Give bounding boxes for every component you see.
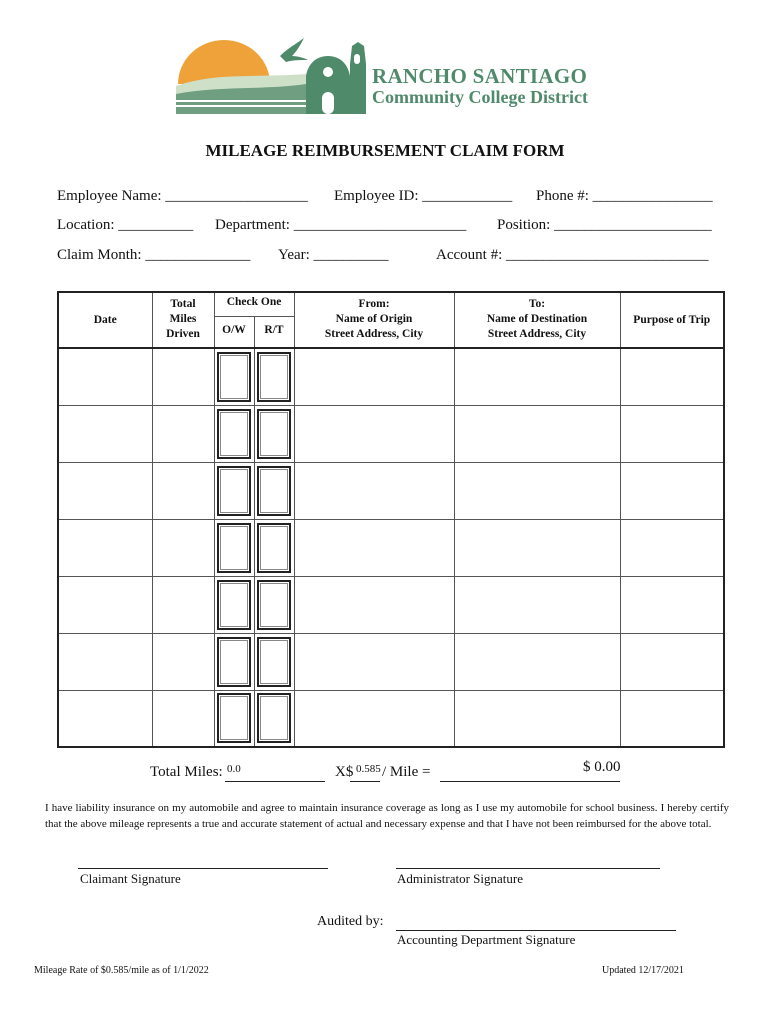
ow-checkbox[interactable] <box>217 580 251 630</box>
date-cell[interactable] <box>58 576 152 633</box>
purpose-cell[interactable] <box>620 405 724 462</box>
total-amount-value: $ 0.00 <box>583 759 621 775</box>
header-total-miles <box>152 292 214 348</box>
ow-checkbox[interactable] <box>217 409 251 459</box>
logo-graphic-icon <box>176 34 376 118</box>
to-cell[interactable] <box>454 633 620 690</box>
to-cell[interactable] <box>454 462 620 519</box>
position-field[interactable]: Position: _____________________ <box>497 217 712 233</box>
rt-checkbox[interactable] <box>257 466 291 516</box>
header-rt: R/T <box>254 316 294 348</box>
from-cell[interactable] <box>294 633 454 690</box>
audited-by-label: Audited by: <box>317 914 384 929</box>
logo-district-subtitle: Community College District <box>372 87 588 107</box>
miles-cell[interactable] <box>152 519 214 576</box>
rt-checkbox[interactable] <box>257 352 291 402</box>
date-cell[interactable] <box>58 405 152 462</box>
accounting-signature-line[interactable] <box>396 930 676 931</box>
header-from-line2: Name of Origin <box>335 313 413 325</box>
table-row <box>58 690 724 747</box>
phone-field[interactable]: Phone #: ________________ <box>536 188 713 204</box>
mileage-table <box>57 291 725 748</box>
total-miles-input[interactable] <box>225 764 325 782</box>
table-row <box>58 348 724 405</box>
table-row <box>58 519 724 576</box>
accounting-signature-label: Accounting Department Signature <box>397 932 576 947</box>
miles-cell[interactable] <box>152 348 214 405</box>
year-field[interactable]: Year: __________ <box>278 247 389 263</box>
account-field[interactable]: Account #: ___________________________ <box>436 247 709 263</box>
total-miles-value: 0.0 <box>227 763 241 775</box>
from-cell[interactable] <box>294 690 454 747</box>
rt-checkbox[interactable] <box>257 409 291 459</box>
rt-checkbox[interactable] <box>257 637 291 687</box>
purpose-cell[interactable] <box>620 462 724 519</box>
rate-value: 0.585 <box>356 763 381 775</box>
ow-checkbox[interactable] <box>217 693 251 743</box>
header-date-label: Date <box>93 314 117 326</box>
header-miles-line3: Driven <box>166 328 200 340</box>
purpose-cell[interactable] <box>620 690 724 747</box>
header-purpose-label: Purpose of Trip <box>633 314 711 326</box>
total-miles-label: Total Miles: <box>150 764 223 780</box>
to-cell[interactable] <box>454 519 620 576</box>
date-cell[interactable] <box>58 519 152 576</box>
purpose-cell[interactable] <box>620 633 724 690</box>
from-cell[interactable] <box>294 519 454 576</box>
footer-mileage-rate: Mileage Rate of $0.585/mile as of 1/1/2022 <box>34 965 209 976</box>
ow-checkbox[interactable] <box>217 637 251 687</box>
header-to-line2: Name of Destination <box>486 313 588 325</box>
header-to-line3: Street Address, City <box>487 328 587 340</box>
rt-checkbox[interactable] <box>257 693 291 743</box>
claimant-signature-line[interactable] <box>78 868 328 869</box>
from-cell[interactable] <box>294 405 454 462</box>
from-cell[interactable] <box>294 576 454 633</box>
to-cell[interactable] <box>454 348 620 405</box>
header-from <box>294 292 454 348</box>
ow-checkbox[interactable] <box>217 523 251 573</box>
table-row <box>58 576 724 633</box>
table-row <box>58 633 724 690</box>
header-date <box>58 292 152 348</box>
rate-input[interactable] <box>350 764 380 782</box>
department-field[interactable]: Department: _______________________ <box>215 217 467 233</box>
header-ow: O/W <box>214 316 254 348</box>
to-cell[interactable] <box>454 405 620 462</box>
location-field[interactable]: Location: __________ <box>57 217 194 233</box>
table-row <box>58 405 724 462</box>
rate-prefix: X$ <box>335 764 354 780</box>
employee-id-field[interactable]: Employee ID: ____________ <box>334 188 513 204</box>
footer-updated-date: Updated 12/17/2021 <box>602 965 684 976</box>
from-cell[interactable] <box>294 348 454 405</box>
employee-name-field[interactable]: Employee Name: ___________________ <box>57 188 308 204</box>
administrator-signature-line[interactable] <box>396 868 660 869</box>
rt-checkbox[interactable] <box>257 523 291 573</box>
from-cell[interactable] <box>294 462 454 519</box>
purpose-cell[interactable] <box>620 348 724 405</box>
purpose-cell[interactable] <box>620 519 724 576</box>
header-from-line3: Street Address, City <box>324 328 424 340</box>
purpose-cell[interactable] <box>620 576 724 633</box>
logo-district-name: RANCHO SANTIAGO <box>372 64 588 88</box>
header-to <box>454 292 620 348</box>
date-cell[interactable] <box>58 348 152 405</box>
header-miles-line1: Total <box>170 298 196 310</box>
miles-cell[interactable] <box>152 576 214 633</box>
miles-cell[interactable] <box>152 633 214 690</box>
date-cell[interactable] <box>58 462 152 519</box>
to-cell[interactable] <box>454 576 620 633</box>
header-to-line1: To: <box>528 298 546 310</box>
header-miles-line2: Miles <box>169 313 197 325</box>
to-cell[interactable] <box>454 690 620 747</box>
header-purpose <box>620 292 724 348</box>
date-cell[interactable] <box>58 690 152 747</box>
miles-cell[interactable] <box>152 462 214 519</box>
header-check-one: Check One <box>214 292 294 316</box>
header-from-line1: From: <box>358 298 390 310</box>
table-row <box>58 462 724 519</box>
ow-checkbox[interactable] <box>217 352 251 402</box>
date-cell[interactable] <box>58 633 152 690</box>
rt-checkbox[interactable] <box>257 580 291 630</box>
claim-month-field[interactable]: Claim Month: ______________ <box>57 247 251 263</box>
certification-text: I have liability insurance on my automobile and agree to maintain insurance coverage as long as I use my automobile for school business. I hereby certify that the above mileage represents a true and accurate statement of actual and necessary expense and that I have not been reimbursed for the above total. <box>45 802 729 830</box>
miles-cell[interactable] <box>152 405 214 462</box>
ow-checkbox[interactable] <box>217 466 251 516</box>
claimant-signature-label: Claimant Signature <box>80 871 181 886</box>
administrator-signature-label: Administrator Signature <box>397 871 524 886</box>
form-title: MILEAGE REIMBURSEMENT CLAIM FORM <box>205 141 565 160</box>
miles-cell[interactable] <box>152 690 214 747</box>
rate-suffix: / Mile = <box>382 764 431 780</box>
